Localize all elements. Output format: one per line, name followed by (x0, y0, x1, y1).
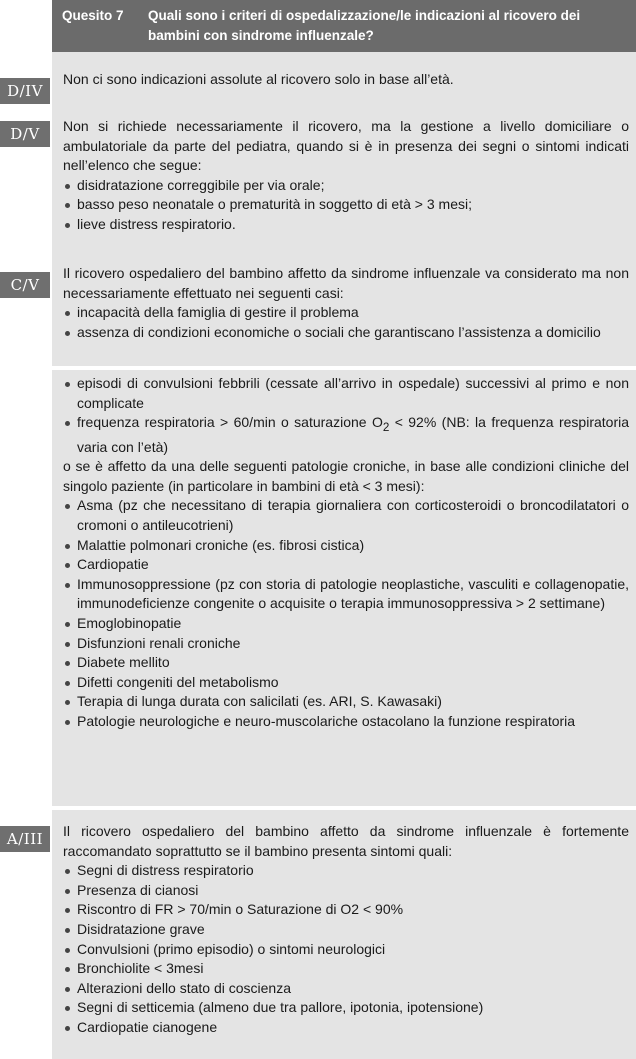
list-item: disidratazione correggibile per via orale; (63, 176, 629, 196)
fr-subscript: 2 (382, 420, 390, 434)
question-text: Quali sono i criteri di ospedalizzazione/le indicazioni al ricovero dei bambini con sindrome influenzale? (148, 8, 581, 43)
evidence-badge-d-iv: D/IV (0, 78, 50, 104)
fr-suffix: < 92% (NB: la frequenza respiratoria varia con l’età) (77, 414, 630, 455)
list-item: Presenza di cianosi (63, 881, 629, 901)
list-item: Cardiopatie (63, 555, 629, 575)
list-item: Emoglobinopatie (63, 614, 629, 634)
section-text: Il ricovero ospedaliero del bambino affetto da sindrome influenzale va considerato ma non necessariamente effettuato nei seguenti casi: (63, 265, 629, 301)
list-item: Asma (pz che necessitano di terapia giornaliera con corticosteroidi o broncodilatatori o cromoni o antileucotrieni) (63, 496, 629, 535)
criteria-list (63, 861, 629, 1037)
list-item: Immunosoppressione (pz con storia di patologie neoplastiche, vasculiti e collagenopatie, immunodeficienze congenite o acquisite o terapia immunosoppressiva > 2 settimane) (63, 575, 629, 614)
list-item: Disfunzioni renali croniche (63, 634, 629, 654)
list-item: Bronchiolite < 3mesi (63, 959, 629, 979)
list-item: Segni di setticemia (almeno due tra pallore, ipotonia, ipotensione) (63, 998, 629, 1018)
section-d-iv (63, 70, 629, 90)
criteria-list (63, 176, 629, 235)
list-item: Difetti congeniti del metabolismo (63, 673, 629, 693)
list-item: basso peso neonatale o prematurità in soggetto di età > 3 mesi; (63, 195, 629, 215)
section-divider (52, 806, 636, 810)
question-header (52, 0, 636, 52)
chronic-conditions-list (63, 496, 629, 731)
list-item: Malattie polmonari croniche (es. fibrosi cistica) (63, 536, 629, 556)
fr-prefix: frequenza respiratoria > 60/min o saturazione O (77, 414, 383, 431)
evidence-badge-c-v: C/V (0, 272, 50, 298)
list-item: Diabete mellito (63, 653, 629, 673)
criteria-list (63, 374, 629, 457)
list-item: Cardiopatie cianogene (63, 1018, 629, 1038)
section-text: o se è affetto da una delle seguenti patologie croniche, in base alle condizioni cliniche del singolo paziente (in particolare in bambini di età < 3 mesi): (63, 458, 629, 494)
list-item: Riscontro di FR > 70/min o Saturazione di O2 < 90% (63, 900, 629, 920)
section-c-v-continued (63, 374, 629, 731)
question-number: Quesito 7 (62, 8, 124, 23)
list-item: Segni di distress respiratorio (63, 861, 629, 881)
section-text: Non si richiede necessariamente il ricovero, ma la gestione a livello domiciliare o ambulatoriale da parte del pediatra, quando si è in presenza dei segni o sintomi indicati nell’elenco che segue: (63, 118, 629, 174)
evidence-badge-a-iii: A/III (0, 826, 50, 852)
section-c-v (63, 264, 629, 342)
list-item: Terapia di lunga durata con salicilati (es. ARI, S. Kawasaki) (63, 692, 629, 712)
list-item: incapacità della famiglia di gestire il problema (63, 303, 629, 323)
list-item: assenza di condizioni economiche o sociali che garantiscano l’assistenza a domicilio (63, 323, 629, 343)
section-a-iii (63, 822, 629, 1038)
criteria-list (63, 303, 629, 342)
evidence-badge-d-v: D/V (0, 121, 50, 147)
section-text: Il ricovero ospedaliero del bambino affetto da sindrome influenzale è fortemente raccomandato soprattutto se il bambino presenta sintomi quali: (63, 823, 629, 859)
list-item: Alterazioni dello stato di coscienza (63, 979, 629, 999)
list-item: episodi di convulsioni febbrili (cessate all’arrivo in ospedale) successivi al primo e non complicate (63, 374, 629, 413)
section-divider (52, 366, 636, 370)
section-d-v (63, 117, 629, 235)
section-text: Non ci sono indicazioni assolute al ricovero solo in base all’età. (63, 71, 454, 87)
list-item: Patologie neurologiche e neuro-muscolariche ostacolano la funzione respiratoria (63, 712, 629, 732)
list-item: lieve distress respiratorio. (63, 215, 629, 235)
list-item: Disidratazione grave (63, 920, 629, 940)
list-item-respiratory-rate (63, 413, 629, 457)
list-item: Convulsioni (primo episodio) o sintomi neurologici (63, 940, 629, 960)
